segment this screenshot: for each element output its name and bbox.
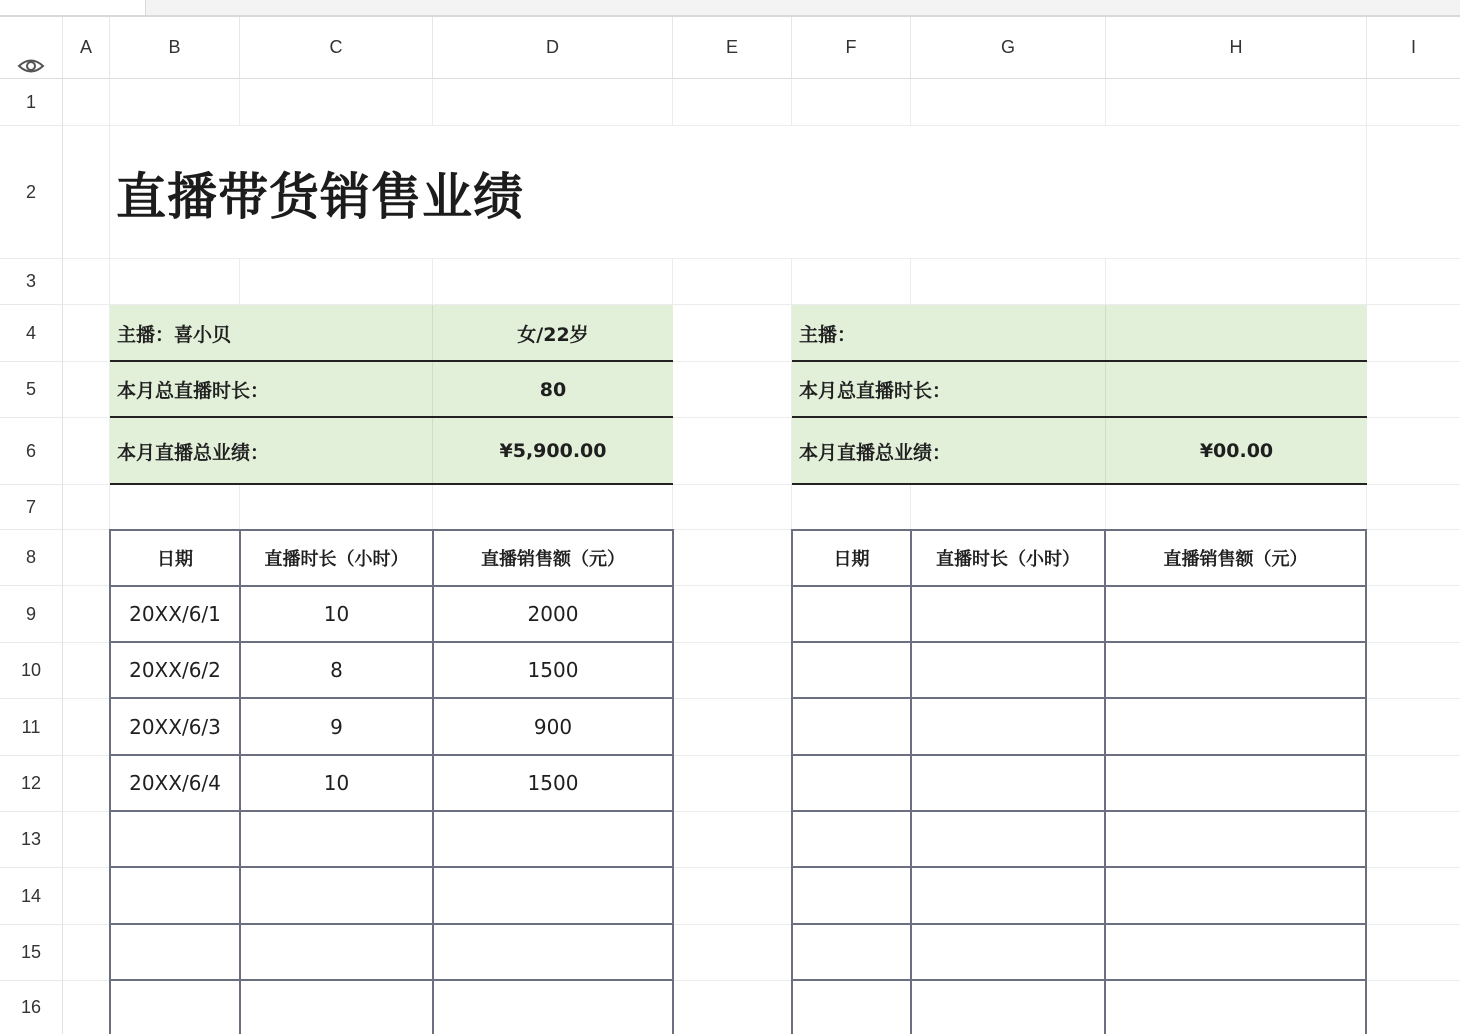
left-sales-label[interactable]: 本月直播总业绩：	[117, 441, 270, 464]
row-header-1[interactable]: 1	[0, 79, 63, 126]
column-header-e[interactable]: E	[673, 17, 792, 79]
table-cell[interactable]: 2000	[527, 602, 579, 626]
right-header-date[interactable]: 日期	[833, 549, 870, 570]
right-sales-label[interactable]: 本月直播总业绩：	[799, 441, 952, 464]
column-header-b[interactable]: B	[110, 17, 240, 79]
sheet-title[interactable]: 直播带货销售业绩	[116, 167, 524, 226]
left-hours-label[interactable]: 本月总直播时长：	[117, 380, 270, 402]
right-host-label[interactable]: 主播：	[799, 323, 857, 346]
right-header-sales[interactable]: 直播销售额（元）	[1163, 549, 1308, 570]
table-cell[interactable]: 10	[323, 602, 350, 626]
table-cell[interactable]: 1500	[527, 771, 579, 795]
left-sales-value[interactable]: ¥5,900.00	[499, 440, 607, 462]
row-header-3[interactable]: 3	[0, 259, 63, 305]
left-host-detail[interactable]: 女/22岁	[517, 323, 589, 346]
right-hours-label[interactable]: 本月总直播时长：	[799, 380, 952, 402]
right-header-hours[interactable]: 直播时长（小时）	[936, 549, 1080, 570]
toolbar-strip	[0, 0, 1460, 17]
row-header-15[interactable]: 15	[0, 925, 63, 981]
table-cell[interactable]: 20XX/6/2	[129, 658, 221, 682]
row-header-4[interactable]: 4	[0, 305, 63, 362]
table-cell[interactable]: 20XX/6/4	[129, 771, 221, 795]
left-header-date[interactable]: 日期	[157, 549, 193, 570]
row-header-10[interactable]: 10	[0, 643, 63, 699]
row-header-16[interactable]: 16	[0, 981, 63, 1034]
row-header-7[interactable]: 7	[0, 485, 63, 530]
column-header-c[interactable]: C	[240, 17, 433, 79]
table-cell[interactable]: 20XX/6/3	[129, 714, 221, 739]
column-header-i[interactable]: I	[1367, 17, 1460, 79]
left-header-sales[interactable]: 直播销售额（元）	[481, 549, 625, 570]
table-cell[interactable]: 10	[323, 771, 350, 795]
left-host-label[interactable]: 主播：喜小贝	[117, 323, 232, 346]
right-sales-value[interactable]: ¥00.00	[1199, 440, 1274, 462]
row-header-12[interactable]: 12	[0, 756, 63, 812]
column-header-a[interactable]: A	[63, 17, 110, 79]
column-header-f[interactable]: F	[792, 17, 911, 79]
eye-icon[interactable]	[17, 55, 45, 77]
row-header-9[interactable]: 9	[0, 586, 63, 643]
row-header-5[interactable]: 5	[0, 362, 63, 418]
select-all-corner[interactable]	[0, 17, 63, 79]
table-cell[interactable]: 9	[330, 714, 343, 739]
column-header-g[interactable]: G	[911, 17, 1106, 79]
row-header-14[interactable]: 14	[0, 868, 63, 925]
left-header-hours[interactable]: 直播时长（小时）	[264, 549, 409, 570]
row-header-2[interactable]: 2	[0, 126, 63, 259]
row-header-6[interactable]: 6	[0, 418, 63, 485]
row-header-8[interactable]: 8	[0, 530, 63, 586]
name-box[interactable]	[0, 0, 146, 15]
table-cell[interactable]: 20XX/6/1	[129, 602, 221, 626]
left-hours-value[interactable]: 80	[539, 378, 567, 401]
column-header-h[interactable]: H	[1106, 17, 1367, 79]
table-cell[interactable]: 1500	[527, 658, 579, 682]
column-header-d[interactable]: D	[433, 17, 673, 79]
row-header-11[interactable]: 11	[0, 699, 63, 756]
table-cell[interactable]: 900	[533, 714, 573, 739]
row-header-13[interactable]: 13	[0, 812, 63, 868]
table-cell[interactable]: 8	[330, 658, 343, 682]
